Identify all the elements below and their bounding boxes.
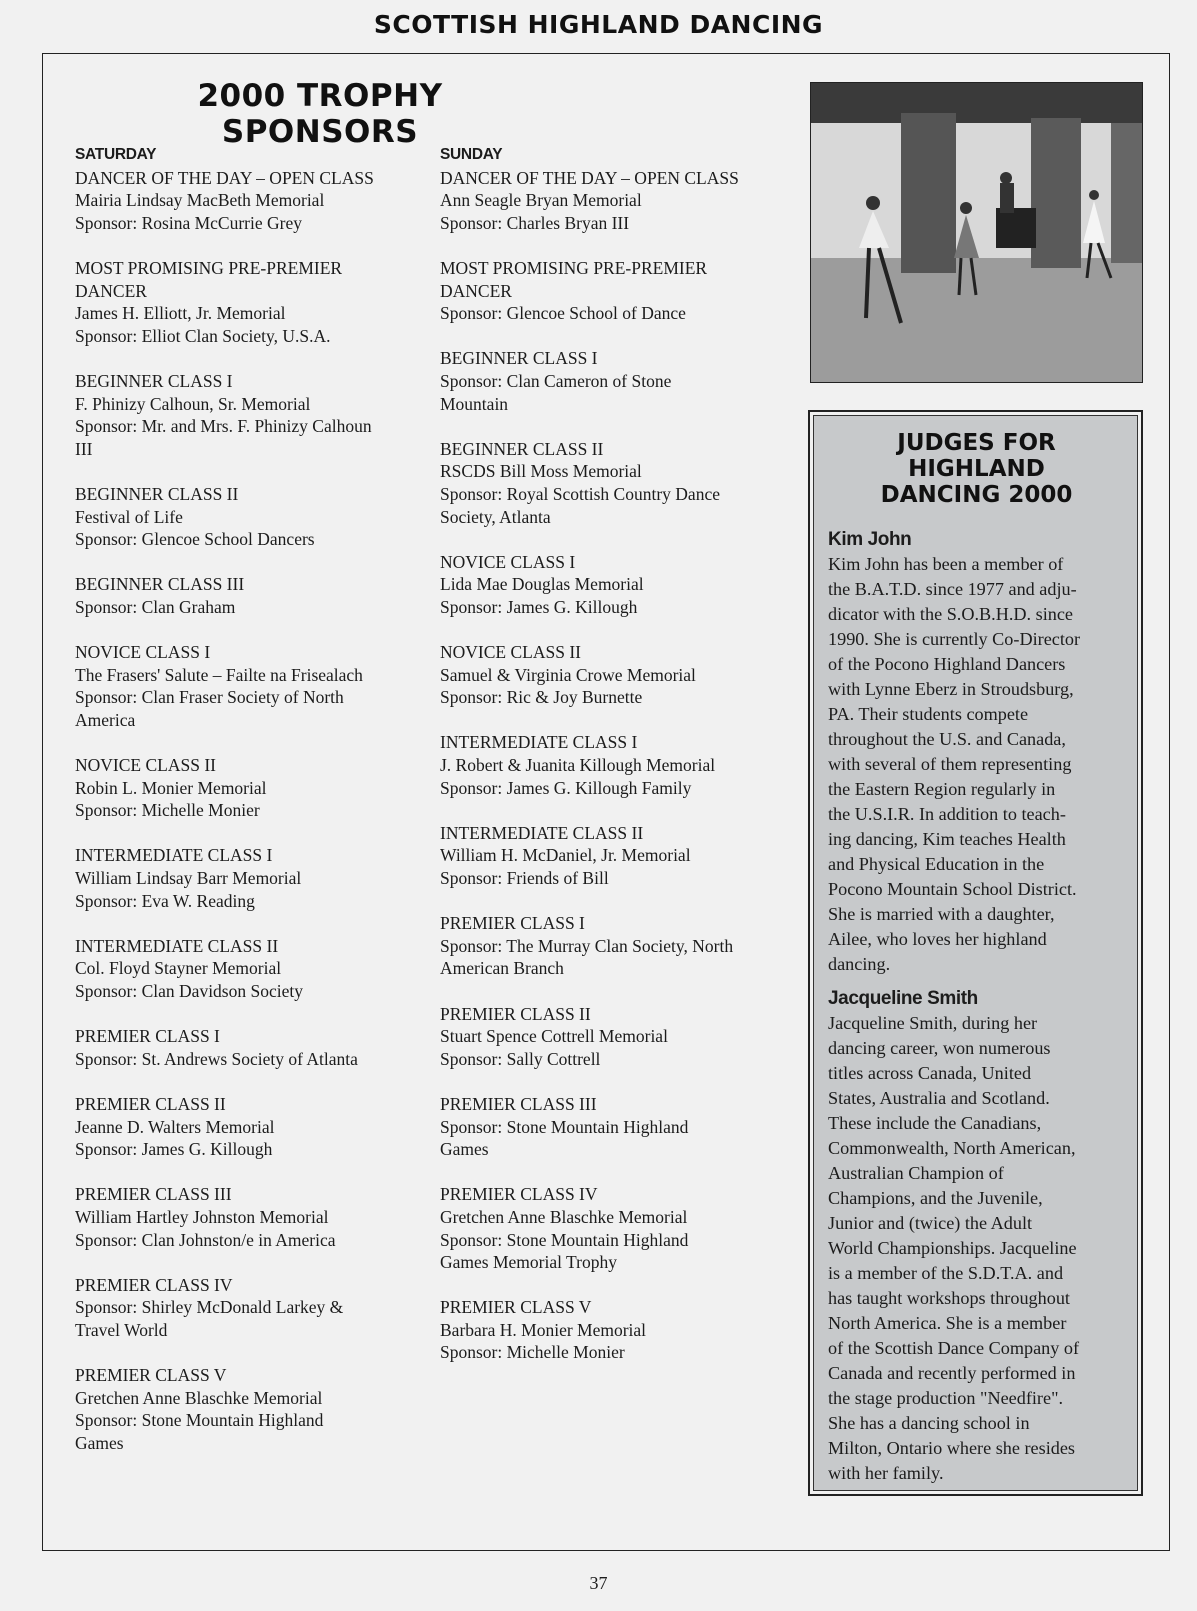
- trophy-line: Sponsor: Clan Cameron of Stone: [440, 370, 672, 391]
- trophy-class: INTERMEDIATE CLASS II: [75, 935, 279, 956]
- trophy-class: INTERMEDIATE CLASS I: [75, 845, 273, 866]
- judge-bio-line: with several of them representing: [828, 754, 1072, 774]
- trophy-line: Sponsor: James G. Killough: [75, 1139, 273, 1160]
- trophy-entry: [75, 641, 435, 731]
- trophy-line: DANCER: [440, 280, 512, 301]
- judge-bio-line: with Lynne Eberz in Stroudsburg,: [828, 679, 1074, 699]
- trophy-entry: [440, 1093, 790, 1161]
- trophy-class: PREMIER CLASS II: [75, 1093, 226, 1114]
- judge-bio-line: Commonwealth, North American,: [828, 1138, 1076, 1158]
- judge-bio: [828, 1011, 1125, 1486]
- judge-bio-line: and Physical Education in the: [828, 854, 1045, 874]
- judge-bio-line: of the Pocono Highland Dancers: [828, 654, 1066, 674]
- trophy-entry: [75, 1093, 435, 1161]
- trophy-line: Sponsor: Stone Mountain Highland: [440, 1229, 689, 1250]
- trophy-line: Sponsor: Michelle Monier: [440, 1342, 625, 1363]
- trophy-line: Sponsor: James G. Killough Family: [440, 777, 692, 798]
- trophy-line: Sponsor: Elliot Clan Society, U.S.A.: [75, 325, 331, 346]
- trophy-class: PREMIER CLASS V: [440, 1297, 592, 1318]
- trophy-line: Travel World: [75, 1319, 168, 1340]
- trophy-line: Samuel & Virginia Crowe Memorial: [440, 664, 696, 685]
- trophy-line: Sponsor: Clan Davidson Society: [75, 980, 303, 1001]
- trophy-class: BEGINNER CLASS I: [75, 370, 233, 391]
- judge-bio-line: dancing.: [828, 954, 891, 974]
- judge-bio-line: States, Australia and Scotland.: [828, 1088, 1050, 1108]
- trophy-line: RSCDS Bill Moss Memorial: [440, 461, 642, 482]
- trophy-entry: [75, 1025, 435, 1070]
- trophy-line: Sponsor: Stone Mountain Highland: [440, 1116, 689, 1137]
- trophy-entry: [75, 257, 435, 347]
- trophy-line: J. Robert & Juanita Killough Memorial: [440, 755, 716, 776]
- judge-bio-line: She has a dancing school in: [828, 1413, 1030, 1433]
- trophy-entry: [440, 1296, 790, 1364]
- trophy-line: Sponsor: Mr. and Mrs. F. Phinizy Calhoun: [75, 416, 372, 437]
- trophy-line: Sponsor: Clan Graham: [75, 596, 236, 617]
- trophy-class: PREMIER CLASS III: [440, 1093, 597, 1114]
- judge-bio-line: She is married with a daughter,: [828, 904, 1055, 924]
- trophy-class: INTERMEDIATE CLASS II: [440, 822, 644, 843]
- day-heading: SUNDAY: [440, 146, 503, 163]
- judge-bio-line: throughout the U.S. and Canada,: [828, 729, 1066, 749]
- trophy-line: American Branch: [440, 958, 564, 979]
- judge-name: Kim John: [828, 529, 912, 550]
- trophy-line: Mountain: [440, 393, 509, 414]
- trophy-line: Sponsor: Eva W. Reading: [75, 890, 255, 911]
- trophy-class: NOVICE CLASS II: [75, 755, 216, 776]
- trophy-line: Robin L. Monier Memorial: [75, 777, 267, 798]
- judge-bio-line: Pocono Mountain School District.: [828, 879, 1077, 899]
- judge-bio-line: the B.A.T.D. since 1977 and adju-: [828, 579, 1077, 599]
- trophy-line: William H. McDaniel, Jr. Memorial: [440, 845, 691, 866]
- trophy-entry: [75, 754, 435, 822]
- trophy-line: Jeanne D. Walters Memorial: [75, 1116, 275, 1137]
- trophy-class: NOVICE CLASS II: [440, 642, 581, 663]
- judge-bio-line: of the Scottish Dance Company of: [828, 1338, 1080, 1358]
- day-heading: SATURDAY: [75, 146, 157, 163]
- trophy-line: Society, Atlanta: [440, 506, 551, 527]
- trophy-entry: [440, 912, 790, 980]
- trophy-line: Mairia Lindsay MacBeth Memorial: [75, 190, 325, 211]
- judge-bio-line: the U.S.I.R. In addition to teach-: [828, 804, 1066, 824]
- trophy-class: BEGINNER CLASS III: [75, 574, 245, 595]
- judge-bio-line: dancing career, won numerous: [828, 1038, 1051, 1058]
- trophy-class: PREMIER CLASS IV: [440, 1184, 598, 1205]
- trophy-class: BEGINNER CLASS I: [440, 348, 598, 369]
- trophy-line: Games: [440, 1139, 489, 1160]
- trophy-class: MOST PROMISING PRE-PREMIER: [440, 257, 708, 278]
- trophy-entry: [440, 822, 790, 890]
- trophy-line: Sponsor: Clan Fraser Society of North: [75, 687, 344, 708]
- trophy-class: PREMIER CLASS I: [440, 913, 585, 934]
- trophy-entry: [75, 1364, 435, 1454]
- trophy-class: PREMIER CLASS III: [75, 1184, 232, 1205]
- trophy-line: Games Memorial Trophy: [440, 1252, 617, 1273]
- trophy-line: Barbara H. Monier Memorial: [440, 1319, 647, 1340]
- judge-bio-line: Milton, Ontario where she resides: [828, 1438, 1075, 1458]
- trophy-line: Sponsor: Friends of Bill: [440, 868, 609, 888]
- trophy-line: America: [75, 709, 136, 730]
- judge-bio-line: Champions, and the Juvenile,: [828, 1188, 1043, 1208]
- section-title: 2000 TROPHY SPONSORS: [197, 78, 443, 150]
- trophy-line: Festival of Life: [75, 506, 183, 527]
- trophy-line: Ann Seagle Bryan Memorial: [440, 190, 642, 211]
- judge-bio-line: Canada and recently performed in: [828, 1363, 1076, 1383]
- trophy-line: Sponsor: James G. Killough: [440, 596, 638, 617]
- trophy-line: William Lindsay Barr Memorial: [75, 868, 302, 888]
- judge-name: Jacqueline Smith: [828, 988, 978, 1009]
- trophy-class: NOVICE CLASS I: [440, 551, 576, 572]
- judge-bio-line: 1990. She is currently Co-Director: [828, 629, 1081, 649]
- trophy-line: Sponsor: The Murray Clan Society, North: [440, 935, 734, 956]
- trophy-class: DANCER OF THE DAY – OPEN CLASS: [440, 167, 739, 188]
- judge-bio-line: titles across Canada, United: [828, 1063, 1032, 1083]
- trophy-line: Games: [75, 1432, 124, 1453]
- trophy-entry: [440, 731, 790, 799]
- trophy-line: Sponsor: Charles Bryan III: [440, 212, 630, 233]
- trophy-line: Sponsor: Stone Mountain Highland: [75, 1410, 324, 1431]
- judge-bio-line: Australian Champion of: [828, 1163, 1004, 1183]
- trophy-line: Lida Mae Douglas Memorial: [440, 574, 644, 595]
- trophy-class: DANCER OF THE DAY – OPEN CLASS: [75, 167, 374, 188]
- trophy-line: III: [75, 438, 93, 459]
- trophy-class: NOVICE CLASS I: [75, 642, 211, 663]
- trophy-line: Sponsor: Clan Johnston/e in America: [75, 1229, 336, 1250]
- trophy-entry: [75, 573, 435, 618]
- trophy-class: PREMIER CLASS V: [75, 1365, 227, 1386]
- judge-bio-line: Junior and (twice) the Adult: [828, 1213, 1033, 1233]
- page-header: SCOTTISH HIGHLAND DANCING: [373, 10, 824, 39]
- judge-bio-line: is a member of the S.D.T.A. and: [828, 1263, 1064, 1283]
- trophy-line: Col. Floyd Stayner Memorial: [75, 958, 282, 979]
- judge-bio-line: the stage production "Needfire".: [828, 1388, 1064, 1408]
- judges-box: [808, 410, 1143, 1496]
- trophy-class: PREMIER CLASS I: [75, 1026, 220, 1047]
- trophy-entry: [440, 257, 790, 325]
- trophy-line: Sponsor: Royal Scottish Country Dance: [440, 483, 720, 504]
- trophy-line: James H. Elliott, Jr. Memorial: [75, 303, 286, 324]
- judge-bio-line: PA. Their students compete: [828, 704, 1029, 724]
- trophy-entry: [440, 641, 790, 709]
- dancers-photo: [810, 82, 1143, 383]
- judges-title-line: HIGHLAND: [908, 456, 1045, 482]
- judges-title-line: DANCING 2000: [880, 482, 1073, 508]
- judges-title: [828, 430, 1125, 508]
- trophy-entry: [440, 1183, 790, 1273]
- trophy-line: Gretchen Anne Blaschke Memorial: [440, 1206, 688, 1227]
- trophy-entry: [75, 1183, 435, 1251]
- trophy-line: F. Phinizy Calhoun, Sr. Memorial: [75, 393, 311, 414]
- judge-bio-line: the Eastern Region regularly in: [828, 779, 1056, 799]
- judge-bio-line: ing dancing, Kim teaches Health: [828, 829, 1066, 849]
- judge-bio-line: World Championships. Jacqueline: [828, 1238, 1077, 1258]
- trophy-line: Sponsor: St. Andrews Society of Atlanta: [75, 1048, 358, 1069]
- trophy-line: Sponsor: Rosina McCurrie Grey: [75, 212, 302, 233]
- trophy-entry: [75, 935, 435, 1003]
- judge-bio-line: Jacqueline Smith, during her: [828, 1013, 1038, 1033]
- sunday-column: [440, 144, 790, 1387]
- trophy-line: Gretchen Anne Blaschke Memorial: [75, 1387, 323, 1408]
- trophy-entry: [75, 370, 435, 460]
- saturday-column: [75, 144, 435, 1477]
- judge-bio: [828, 552, 1125, 977]
- trophy-line: Sponsor: Shirley McDonald Larkey &: [75, 1297, 344, 1318]
- trophy-line: Sponsor: Sally Cottrell: [440, 1048, 601, 1069]
- trophy-line: Sponsor: Glencoe School of Dance: [440, 303, 686, 324]
- page-number: 37: [589, 1573, 608, 1593]
- trophy-class: PREMIER CLASS II: [440, 1003, 591, 1024]
- trophy-class: BEGINNER CLASS II: [440, 438, 604, 459]
- trophy-entry: [440, 551, 790, 619]
- trophy-line: DANCER: [75, 280, 147, 301]
- trophy-class: BEGINNER CLASS II: [75, 483, 239, 504]
- trophy-entry: [75, 483, 435, 551]
- trophy-class: PREMIER CLASS IV: [75, 1274, 233, 1295]
- trophy-entry: [440, 1003, 790, 1071]
- trophy-entry: [75, 167, 435, 235]
- judge-bio-line: These include the Canadians,: [828, 1113, 1042, 1133]
- trophy-entry: [440, 167, 790, 235]
- judges-title-line: JUDGES FOR: [897, 430, 1056, 456]
- trophy-line: Sponsor: Ric & Joy Burnette: [440, 687, 643, 708]
- trophy-line: Sponsor: Glencoe School Dancers: [75, 529, 315, 550]
- trophy-class: MOST PROMISING PRE-PREMIER: [75, 257, 343, 278]
- judge-bio-line: has taught workshops throughout: [828, 1288, 1070, 1308]
- trophy-entry: [75, 844, 435, 912]
- trophy-entry: [440, 438, 790, 528]
- judge-bio-line: dicator with the S.O.B.H.D. since: [828, 604, 1073, 624]
- trophy-class: INTERMEDIATE CLASS I: [440, 732, 638, 753]
- trophy-line: The Frasers' Salute – Failte na Frisealach: [75, 664, 363, 685]
- trophy-line: Stuart Spence Cottrell Memorial: [440, 1026, 668, 1047]
- judge-bio-line: with her family.: [828, 1463, 944, 1483]
- trophy-entry: [75, 1274, 435, 1342]
- judge-bio-line: Kim John has been a member of: [828, 554, 1064, 574]
- trophy-entry: [440, 347, 790, 415]
- trophy-line: William Hartley Johnston Memorial: [75, 1206, 329, 1227]
- judge-bio-line: North America. She is a member: [828, 1313, 1067, 1333]
- trophy-line: Sponsor: Michelle Monier: [75, 800, 260, 821]
- judge-bio-line: Ailee, who loves her highland: [828, 929, 1047, 949]
